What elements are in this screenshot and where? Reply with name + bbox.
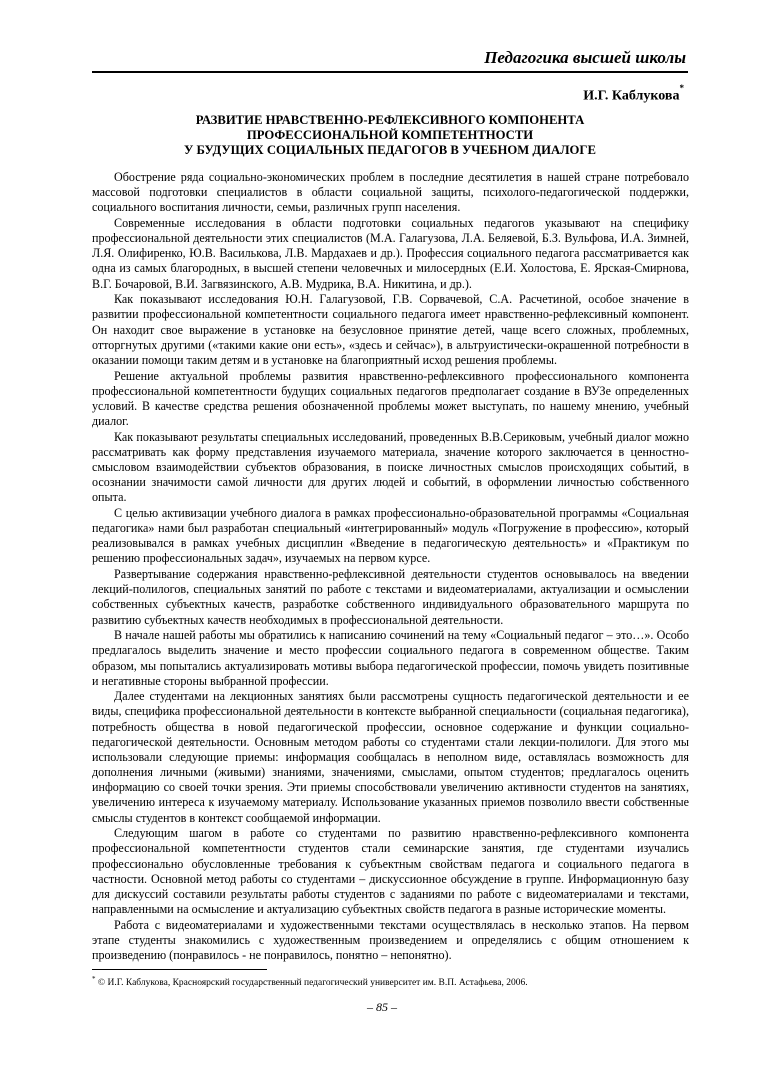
- article-title-line-1: РАЗВИТИЕ НРАВСТВЕННО-РЕФЛЕКСИВНОГО КОМПОНЕНТА: [195, 113, 585, 127]
- article-body: [92, 170, 689, 964]
- paragraph-4: Решение актуальной проблемы развития нравственно-рефлексивного профессионального компонента профессиональной компетентности будущих социальных педагогов предполагает создание в ВУЗе определенных условий. В качестве средства решения обозначенной проблемы может выступать, по нашему мнению, учебный диалог.: [92, 368, 689, 428]
- header-rule: [92, 71, 688, 73]
- article-title-line-3: У БУДУЩИХ СОЦИАЛЬНЫХ ПЕДАГОГОВ В УЧЕБНОМ ДИАЛОГЕ: [184, 143, 596, 157]
- paragraph-3: Как показывают исследования Ю.Н. Галагузовой, Г.В. Сорвачевой, С.А. Расчетиной, особое значение в развитии профессиональной компетентности социального педагога имеет нравственно-рефлексивный компонент. Он находит свое выражение в установке на безусловное принятие детей, чаще всего сложных, проблемных, отторгнутых другими («такими какие они есть», «здесь и сейчас»), в альтруистически-окрашенной потребности в оказании помощи таким детям и в установке на благоприятный исход решения проблемы.: [92, 292, 689, 367]
- author-footnote-mark: *: [679, 83, 684, 93]
- footnote-rule: [92, 969, 267, 970]
- paragraph-10: Следующим шагом в работе со студентами по развитию нравственно-рефлексивного компонента профессиональной компетентности студентов стали семинарские занятия, где студентами изучались профессионально обусловленные требования к субъектным свойствам педагога и социального педагога в частности. Основной метод работы со студентами – дискуссионное обсуждение в группе. Информационную базу для дискуссий составили результаты работы студентов с заданиями по работе с видеоматериалами и текстами, направленными на осмысление и актуализацию субъектных свойств педагога в разные исторические моменты.: [92, 826, 689, 916]
- footnote-mark: *: [92, 975, 96, 983]
- article-title: [92, 113, 688, 158]
- article-title-line-2: ПРОФЕССИОНАЛЬНОЙ КОМПЕТЕНТНОСТИ: [246, 128, 534, 142]
- footnote: [92, 975, 528, 988]
- paragraph-6: С целью активизации учебного диалога в рамках профессионально-образовательной программы «Социальная педагогика» нами был разработан специальный «интегрированный» модуль «Погружение в профессию», который реализовывался в рамках учебных дисциплин «Введение в педагогическую деятельность» и «Практикум по решению профессиональных задач», изучаемых на первом курсе.: [92, 505, 689, 566]
- paragraph-8: В начале нашей работы мы обратились к написанию сочинений на тему «Социальный педагог – это…». Особо предлагалось выделить значение и место профессии социального педагога в современном обществе. Таким образом, мы попытались актуализировать мотивы выбора педагогической профессии, помочь увидеть позитивные и негативные стороны выбранной профессии.: [92, 628, 689, 688]
- paragraph-2: Современные исследования в области подготовки социальных педагогов указывают на специфику профессиональной деятельности этих специалистов (М.А. Галагузова, Л.А. Беляевой, Б.З. Вульфова, И.А. Зимней, Л.Я. Олифиренко, Ю.В. Васильковa, Л.В. Мардахаев и др.). Профессия социального педагога рассматривается как одна из самых благородных, в высшей степени человечных и милосердных (Е.И. Холостова, Е. Ярская-Смирнова, В.Г. Бочаровой, В.И. Загвязинского, А.В. Мудрика, В.А. Никитина, и др.).: [92, 215, 689, 291]
- paragraph-7: Развертывание содержания нравственно-рефлексивной деятельности студентов основывалось на введении лекций-полилогов, специальных занятий по работе с текстами и видеоматериалами, актуализации и осмыслении собственных субъектных качеств, разработке собственного индивидуального образовательного маршрута по развитию субъектных качеств необходимых в профессиональной деятельности.: [92, 567, 689, 627]
- paragraph-5: Как показывают результаты специальных исследований, проведенных В.В.Сериковым, учебный диалог можно рассматривать как форму представления изучаемого материала, значение которого заключается в ценностно-смысловом взаимодействии субъектов образования, в поиске личностных смыслов происходящих событий, в осознании значимости самой личности для других людей и событий, в оформлении личностью собственного опыта.: [92, 429, 689, 505]
- footnote-text: © И.Г. Каблукова, Красноярский государственный педагогический университет им. В.П. Астафьева, 2006.: [95, 978, 528, 989]
- author-name: И.Г. Каблукова: [583, 88, 680, 104]
- author-line: [583, 83, 684, 105]
- page-number: – 85 –: [367, 1000, 397, 1014]
- paragraph-11: Работа с видеоматериалами и художественными текстами осуществлялась в несколько этапов. На первом этапе студенты знакомились с художественным произведением и определялись с общим отношением к произведению (понравилось - не понравилось, понятно – непонятно).: [92, 917, 689, 962]
- journal-section-title: Педагогика высшей школы: [484, 48, 686, 67]
- running-header: [92, 48, 688, 73]
- paragraph-1: Обострение ряда социально-экономических проблем в последние десятилетия в нашей стране потребовало массовой подготовки специалистов в области социальной защиты, психолого-педагогической поддержки, социального воспитания личности, семьи, различных групп населения.: [92, 170, 689, 215]
- paragraph-9: Далее студентами на лекционных занятиях были рассмотрены сущность педагогической деятельности и ее виды, специфика профессиональной деятельности в контексте выбранной специальности (социальная педагогика), потребность общества в новой педагогической профессии, основное содержание и функции социально-педагогической деятельности. Основным методом работы со студентами стали лекции-полилоги. Для этого мы использовали следующие приемы: информация сообщалась в неполном виде, оставлялась возможность для дополнения личными (живыми) знаниями, значениями, смыслами, опытом студентов; предлагалось оценить информацию со своей точки зрения. Эти приемы способствовали увеличению активности студентов на занятиях, увеличению интереса к изучаемому материалу. Использование указанных приемов позволило ввести собственные смыслы студентов в контекст сообщаемой информации.: [92, 689, 689, 825]
